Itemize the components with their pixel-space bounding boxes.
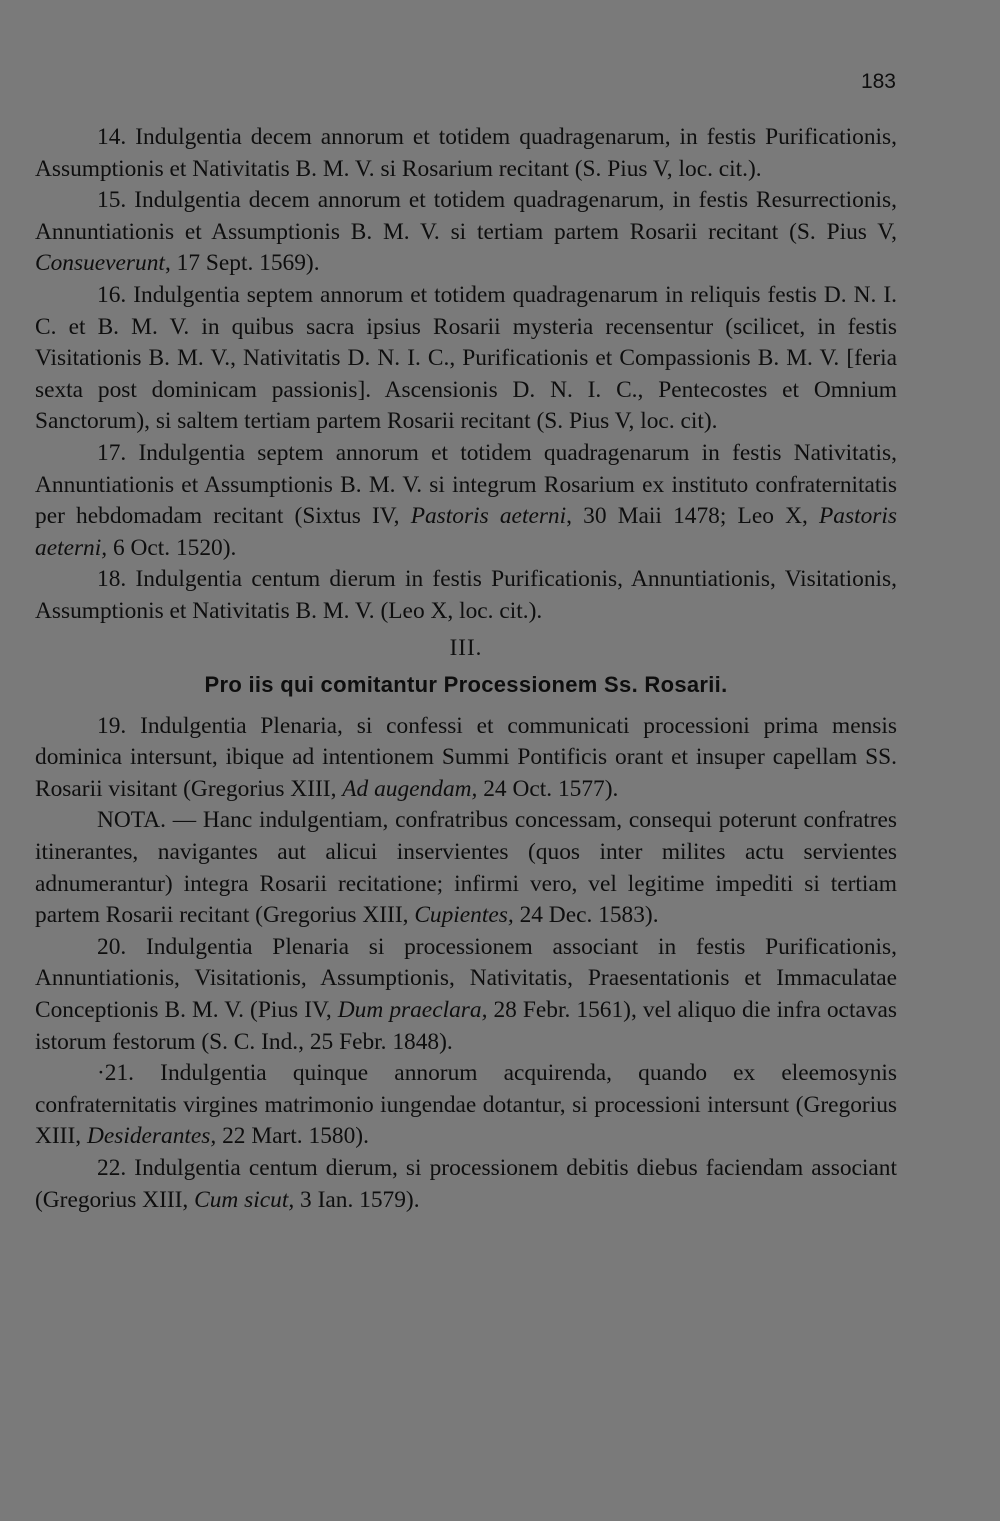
paragraph-text: ·21. Indulgentia quinque annorum acquirenda, quando ex eleemosynis confraternitatis virgines matrimonio iungendae dotantur, si processioni intersunt (Gregorius XIII, [35,1060,897,1150]
paragraph-15 [35,185,897,280]
citation-title: Cupientes, [414,902,514,929]
section-heading: Pro iis qui comitantur Processionem Ss. Rosarii. [204,672,728,698]
citation-title: Dum praeclara, [337,997,488,1024]
citation-title: Pastoris aeterni [410,503,567,530]
paragraph-text: , 30 Maii 1478; Leo X, [566,503,820,530]
paragraph-text: 3 Ian. 1579). [294,1186,420,1213]
citation-title: Cum sicut, [194,1186,295,1213]
paragraph-text: 20. Indulgentia Plenaria si processionem associant in festis Purificationis, Annuntiationis, Visitationis, Assumptionis, Nativitatis, Praesentationis et Immaculatae Conceptionis B. M. V. (Pius IV, [35,933,897,1024]
citation-title: Consueverunt [35,250,165,277]
citation-title: Ad augendam, [342,775,478,802]
paragraph-20 [35,932,897,1058]
paragraphs-after [35,711,897,1217]
paragraph-17 [35,438,897,564]
paragraph-text: NOTA. — Hanc indulgentiam, confratribus concessam, consequi poterunt confratres itinerantes, navigantes aut alicui inservientes (quos inter milites actu servientes adnumerantur) integra Rosarii recitatione; infirmi vero, vel legitime impediti si tertiam partem Rosarii recitant (Gregorius XIII, [35,807,897,929]
paragraph-text: 6 Oct. 1520). [107,534,237,561]
paragraph-text: 19. Indulgentia Plenaria, si confessi et communicati processioni prima mensis dominica intersunt, ibique ad intentionem Summi Pontificis orant et insuper capellam SS. Rosarii visitant (Gregorius XIII, [35,712,897,802]
paragraph-text: 14. Indulgentia decem annorum et totidem quadragenarum, in festis Purificationis, Assumptionis et Nativitatis B. M. V. si Rosarium recitant (S. Pius V, loc. cit.). [35,124,897,182]
paragraph-21 [35,1058,897,1153]
paragraph-19 [35,711,897,806]
paragraph-16 [35,280,897,438]
citation-title: Desiderantes, [86,1123,217,1150]
paragraph-text: 16. Indulgentia septem annorum et totidem quadragenarum in reliquis festis D. N. I. C. et B. M. V. in quibus sacra ipsius Rosarii mysteria recensentur (scilicet, in festis Visitationis B. M. V., Nativitatis D. N. I. C., Purificationis et Compassionis B. M. V. [feria sexta post dominicam passionis]. Ascensionis D. N. I. C., Pentecostes et Omnium Sanctorum), si saltem tertiam partem Rosarii recitant (S. Pius V, loc. cit). [35,281,897,435]
paragraph-text: 17. Indulgentia septem annorum et totidem quadragenarum in festis Nativitatis, Annuntiationis et Assumptionis B. M. V. si integrum Rosarium ex instituto confraternitatis per hebdomadam recitant (Sixtus IV, [35,439,897,530]
paragraphs-before [35,122,897,628]
paragraph-22 [35,1153,897,1216]
body-text [35,122,897,1216]
paragraph-text: 22. Indulgentia centum dierum, si processionem debitis diebus faciendam associant (Gregorius XIII, [35,1155,897,1213]
paragraph-text: 22 Mart. 1580). [216,1123,369,1150]
paragraph-text: 15. Indulgentia decem annorum et totidem quadragenarum, in festis Resurrectionis, Annuntiationis et Assumptionis B. M. V. si tertiam partem Rosarii recitant (S. Pius V, [35,187,897,245]
citation-title: Pastoris aeterni, [35,503,897,561]
paragraph-text: 24 Dec. 1583). [513,902,659,929]
page-number: 183 [860,70,896,93]
paragraph-nota [35,805,897,931]
paragraph-text: 24 Oct. 1577). [477,775,619,802]
paragraph-text: , 17 Sept. 1569). [164,250,320,277]
paragraph-14 [35,122,897,185]
section-numeral: III. [449,634,483,660]
paragraph-18 [35,564,897,627]
paragraph-text: 28 Febr. 1561), vel aliquo die infra octavas istorum festorum (S. C. Ind., 25 Febr. 1848). [35,997,898,1055]
paragraph-text: 18. Indulgentia centum dierum in festis Purificationis, Annuntiationis, Visitationis, Assumptionis et Nativitatis B. M. V. (Leo X, loc. cit.). [35,566,897,624]
